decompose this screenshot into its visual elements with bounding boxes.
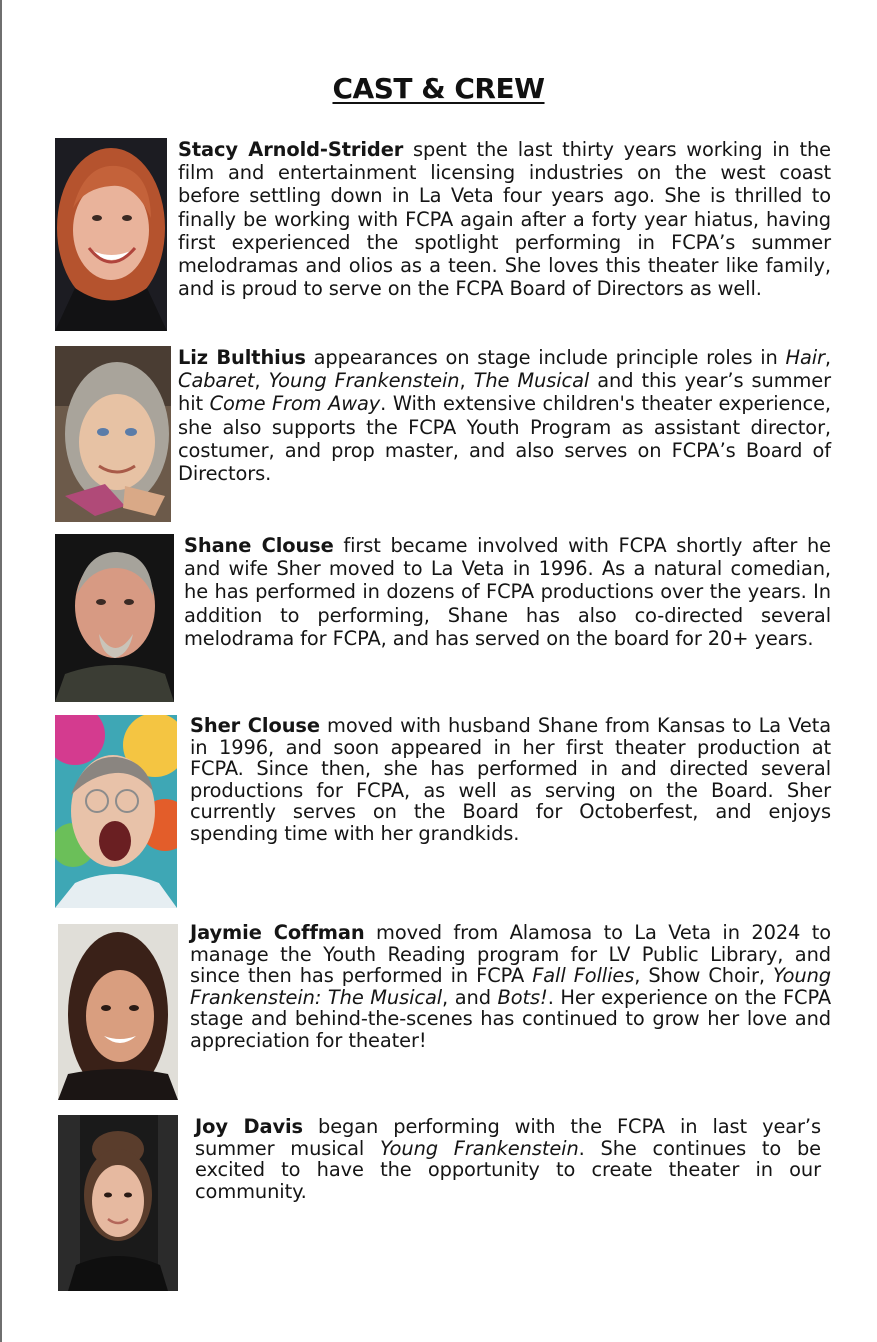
bio-text: moved with husband Shane from Kansas to La Veta in 1996, and soon appeared in her first theater production at FCPA. Since then, she has performed in and directed several productions for FCPA, as well as serving on the Board. Sher currently serves on the Board for Octoberfest, and enjoys spending time with her grandkids. [190,714,831,845]
photo-stacy-arnold-strider [55,138,167,331]
bio-italic: Young Frankenstein [380,1136,579,1160]
bio-joy-davis [195,1116,821,1202]
bio-text: . Her experience on the FCPA stage and behind-the-scenes has continued to grow her love and appreciation for theater! [190,985,831,1052]
bio-italic: Young Frankenstein [268,369,460,393]
bio-italic: Young Frankenstein: The Musical [190,964,831,1009]
cast-name: Jaymie Coffman [190,921,365,944]
bio-stacy-arnold-strider [178,138,831,300]
bio-text: . With extensive children's theater experience, she also supports the FCPA Youth Program as assistant director, costumer, and prop master, and also serves on FCPA’s Board of Directors. [178,392,831,486]
bio-sher-clouse [190,715,831,845]
bio-text: appearances on stage include principle roles in [305,346,786,369]
bio-italic: Come From Away [209,392,381,416]
cast-name: Stacy Arnold-Strider [178,138,404,161]
bio-text: . She continues to be excited to have the opportunity to create theater in our community. [195,1136,821,1203]
cast-name: Sher Clouse [190,714,320,737]
page-title: CAST & CREW [332,72,545,105]
photo-sher-clouse [55,715,177,908]
bio-text: moved from Alamosa to La Veta in 2024 to manage the Youth Reading program for LV Public Library, and since then has performed in FCPA [190,921,831,988]
bio-shane-clouse [184,534,831,650]
bio-text: , and [442,985,498,1009]
bio-italic: Bots! [497,985,548,1009]
cast-name: Liz Bulthius [178,346,306,369]
bio-text: spent the last thirty years working in the film and entertainment licensing industries on the west coast before settling down in La Veta four years ago. She is thrilled to finally be working with FCPA again after a forty year hiatus, having first experienced the spotlight performing in FCPA’s summer melodramas and olios as a teen. She loves this theater like family, and is proud to serve on the FCPA Board of Directors as well. [178,138,831,301]
bio-italic: The Musical [473,369,590,393]
cast-name: Shane Clouse [184,534,334,557]
bio-text: , [459,369,474,393]
bio-text: and this year’s summer hit [178,369,831,416]
left-page-edge [0,0,2,1342]
bio-italic: Hair [785,346,825,369]
cast-name: Joy Davis [195,1115,303,1138]
bio-liz-bulthius [178,346,831,485]
bio-italic: Cabaret [178,369,255,393]
bio-italic: Fall Follies [532,964,635,988]
bio-text: , [824,346,831,369]
bio-text: first became involved with FCPA shortly after he and wife Sher moved to La Veta in 1996. As a natural comedian, he has performed in dozens of FCPA productions over the years. In addition to performing, Shane has also co-directed several melodrama for FCPA, and has served on the board for 20+ years. [184,534,831,650]
photo-joy-davis [58,1115,178,1291]
photo-jaymie-coffman [58,924,178,1100]
bio-text: , Show Choir, [634,964,774,988]
bio-text: , [254,369,269,393]
photo-shane-clouse [55,534,174,702]
photo-liz-bulthius [55,346,171,522]
bio-jaymie-coffman [190,922,831,1052]
bio-text: began performing with the FCPA in last year’s summer musical [195,1115,821,1160]
